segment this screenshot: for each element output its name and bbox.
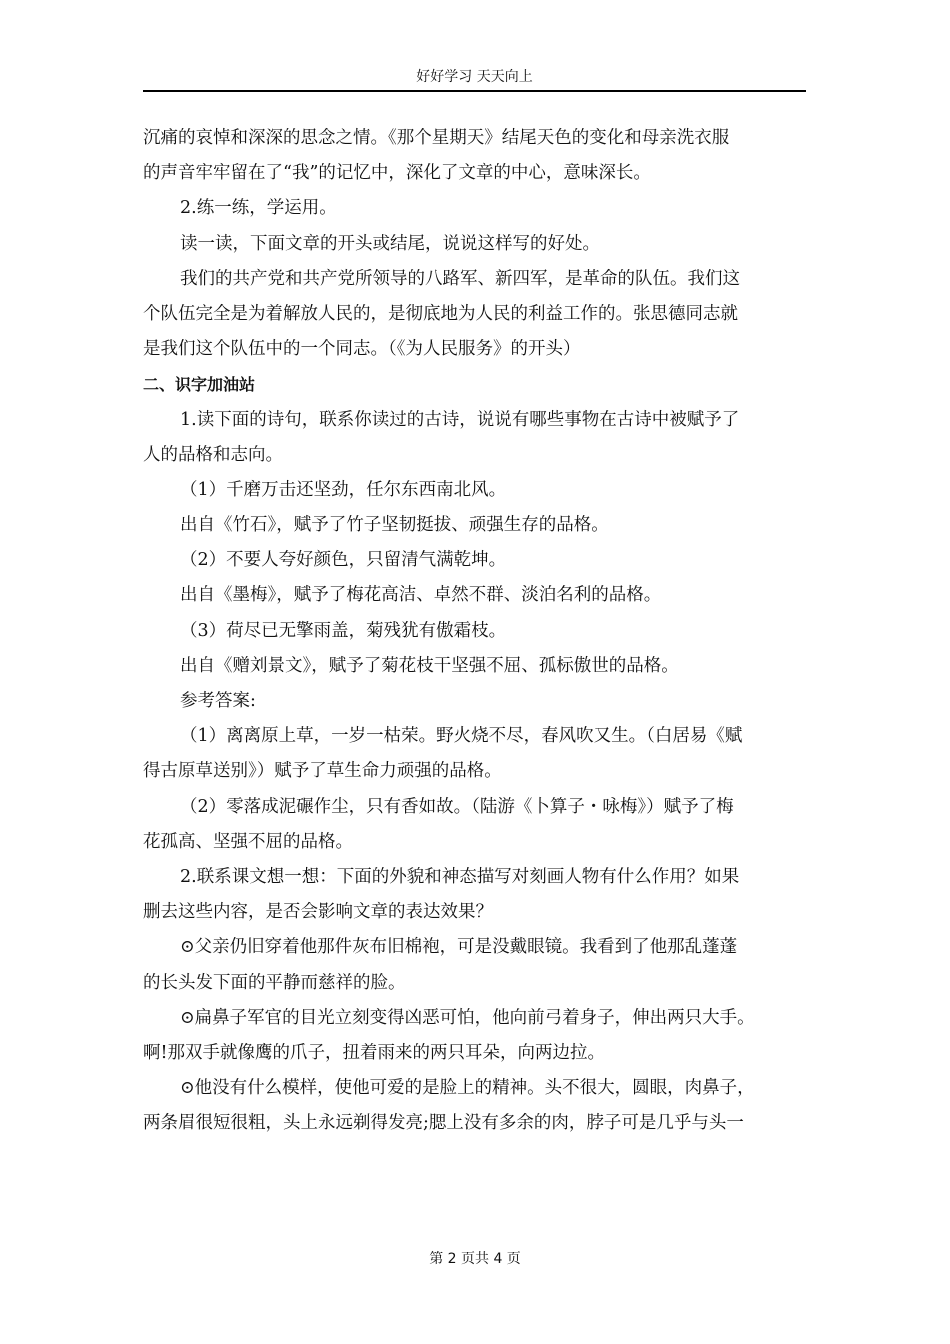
document-body <box>143 121 806 1141</box>
text-line: （2）不要人夸好颜色，只留清气满乾坤。 <box>180 550 507 571</box>
text-line: 参考答案: <box>180 691 256 711</box>
text-line: 个队伍完全是为着解放人民的，是彻底地为人民的利益工作的。张思德同志就 <box>143 303 738 324</box>
page-number: 第 2 页共 4 页 <box>429 1251 521 1267</box>
section-heading: 二、识字加油站 <box>143 375 256 395</box>
text-line: 两条眉很短很粗，头上永远剃得发亮;腮上没有多余的肉，脖子可是几乎与头一 <box>143 1113 744 1134</box>
text-line: （2）零落成泥碾作尘，只有香如故。（陆游《卜算子・咏梅》）赋予了梅 <box>180 796 734 817</box>
text-line: 的长头发下面的平静而慈祥的脸。 <box>143 972 406 993</box>
text-line: ⊙扁鼻子军官的目光立刻变得凶恶可怕，他向前弓着身子，伸出两只大手。 <box>180 1007 755 1028</box>
text-line: ⊙他没有什么模样，使他可爱的是脸上的精神。头不很大，圆眼，肉鼻子， <box>180 1078 755 1099</box>
text-line: 删去这些内容，是否会影响文章的表达效果？ <box>143 902 493 923</box>
text-line: 我们的共产党和共产党所领导的八路军、新四军，是革命的队伍。我们这 <box>180 268 740 289</box>
text-line: 沉痛的哀悼和深深的思念之情。《那个星期天》结尾天色的变化和母亲洗衣服 <box>143 128 730 148</box>
header-title: 好好学习 天天向上 <box>416 69 533 85</box>
text-line: ⊙父亲仍旧穿着他那件灰布旧棉袍，可是没戴眼镜。我看到了他那乱蓬蓬 <box>180 937 738 958</box>
text-line: 出自《赠刘景文》，赋予了菊花枝干坚强不屈、孤标傲世的品格。 <box>180 655 679 676</box>
text-line: 读一读，下面文章的开头或结尾，说说这样写的好处。 <box>180 233 600 254</box>
text-line: 得古原草送别》）赋予了草生命力顽强的品格。 <box>143 761 502 782</box>
page-footer <box>0 1248 950 1268</box>
text-line: 是我们这个队伍中的一个同志。（《为人民服务》的开头） <box>143 339 581 360</box>
text-line: 人的品格和志向。 <box>143 444 283 465</box>
text-line: （3）荷尽已无擎雨盖，菊残犹有傲霜枝。 <box>180 620 507 641</box>
text-line: 出自《墨梅》，赋予了梅花高洁、卓然不群、淡泊名利的品格。 <box>180 585 662 606</box>
text-line: 出自《竹石》，赋予了竹子坚韧挺拔、顽强生存的品格。 <box>180 515 609 536</box>
text-line: 的声音牢牢留在了“我”的记忆中，深化了文章的中心，意味深长。 <box>143 163 651 184</box>
text-line: （1）离离原上草，一岁一枯荣。野火烧不尽，春风吹又生。（白居易《赋 <box>180 726 743 747</box>
text-line: 花孤高、坚强不屈的品格。 <box>143 831 353 852</box>
text-line: 啊!那双手就像鹰的爪子，扭着雨来的两只耳朵，向两边拉。 <box>143 1042 606 1063</box>
text-line: 1.读下面的诗句，联系你读过的古诗，说说有哪些事物在古诗中被赋予了 <box>180 409 740 430</box>
page-header <box>143 64 806 92</box>
text-line: （1）千磨万击还坚劲，任尔东西南北风。 <box>180 479 507 500</box>
text-line: 2.练一练，学运用。 <box>180 198 337 219</box>
text-line: 2.联系课文想一想：下面的外貌和神态描写对刻画人物有什么作用？如果 <box>180 866 740 887</box>
